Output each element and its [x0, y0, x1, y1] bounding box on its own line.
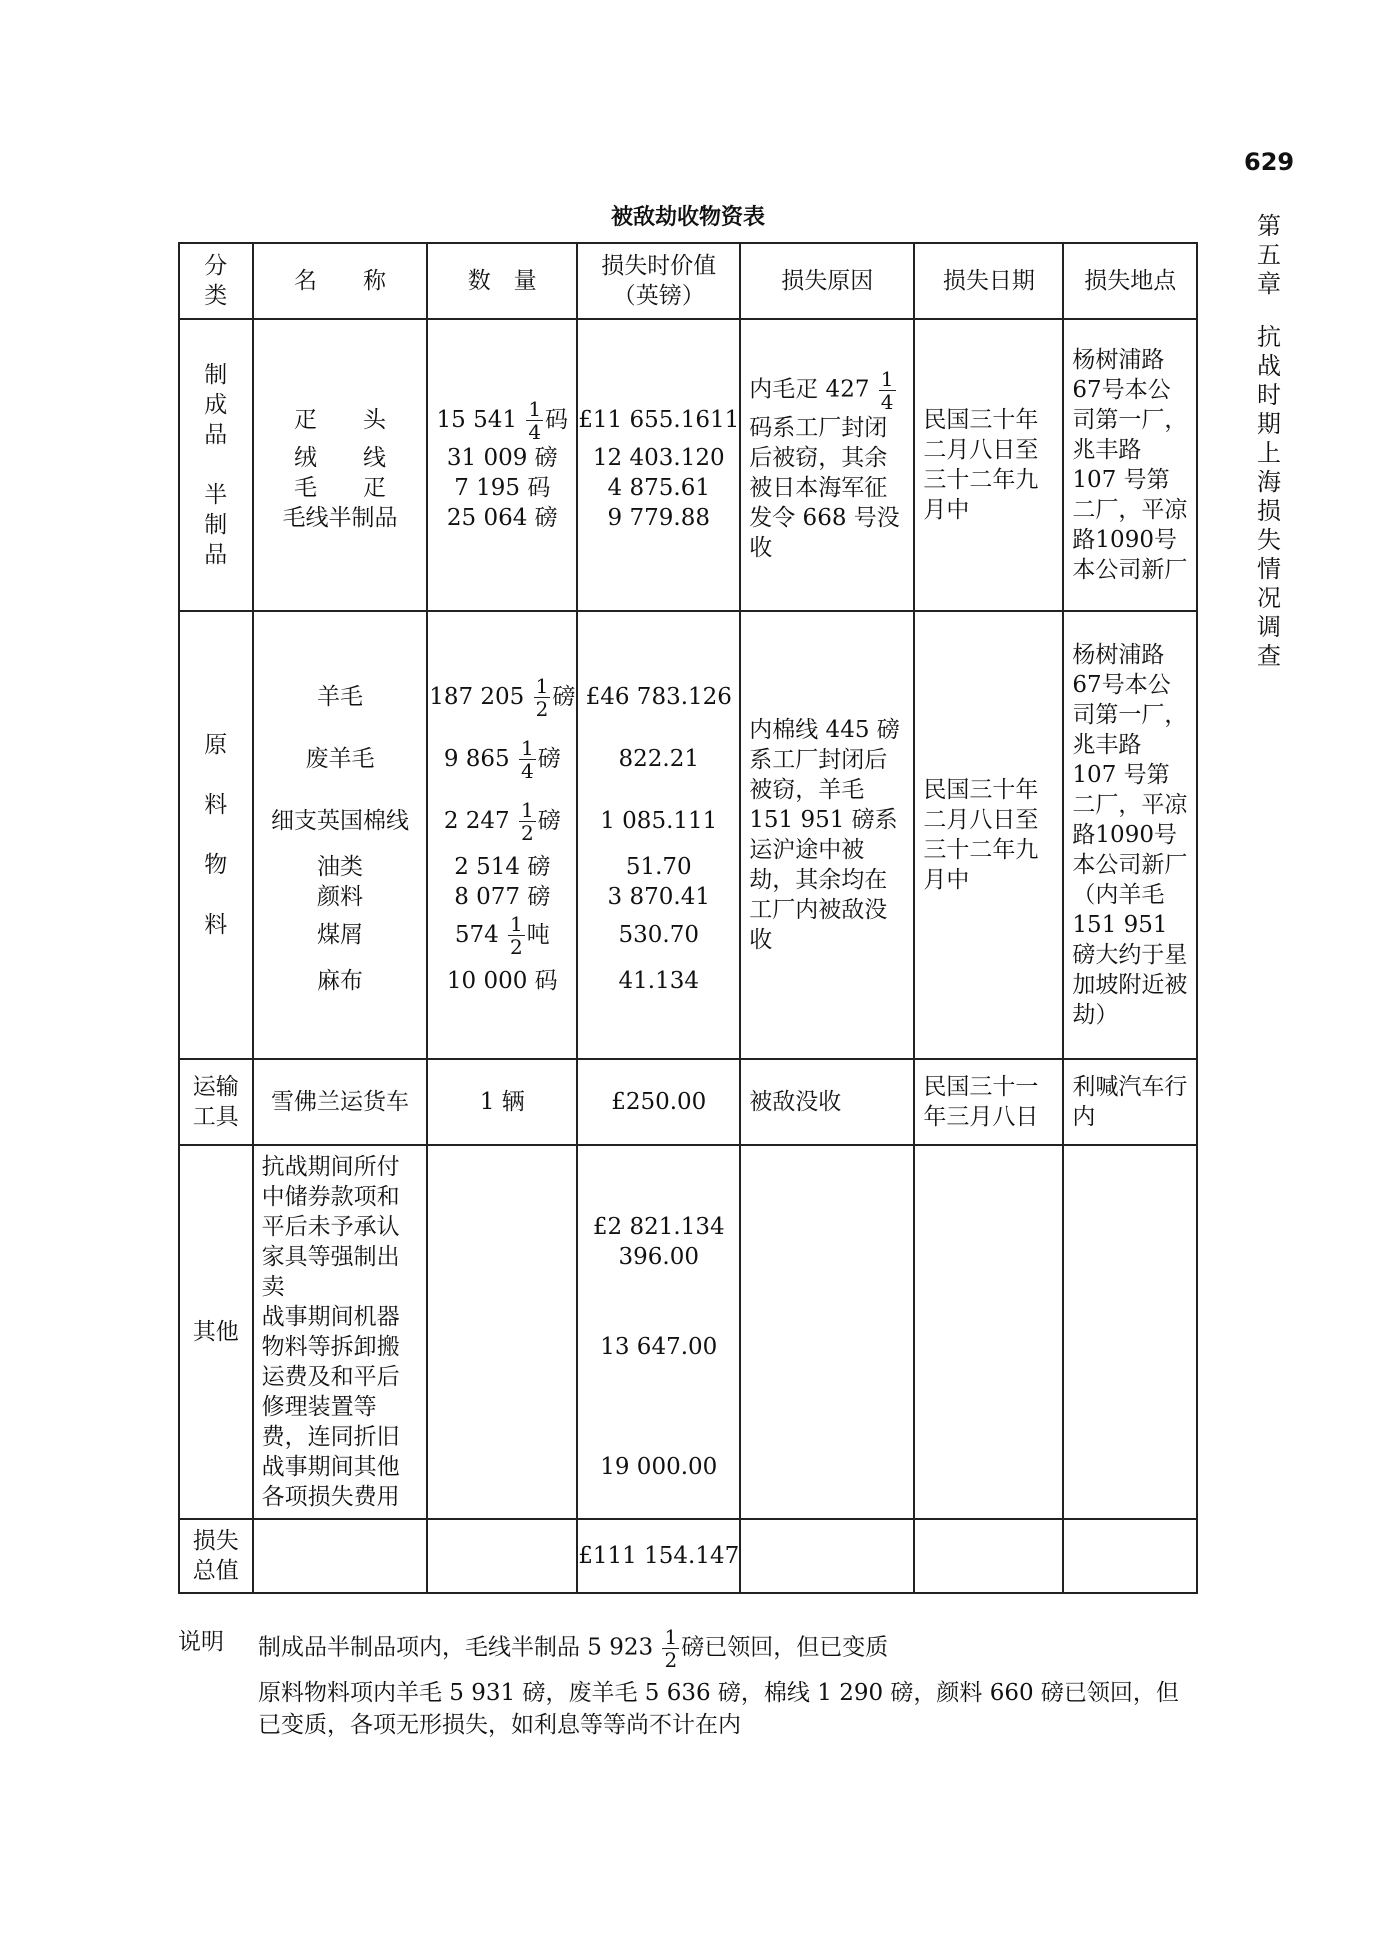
date-transport: 民国三十一年三月八日	[914, 1059, 1063, 1145]
header-date: 损失日期	[914, 243, 1063, 319]
row-finished	[179, 319, 1197, 611]
page-number: 629	[1244, 148, 1295, 176]
table-title: 被敌劫收物资表	[610, 205, 765, 230]
quantities-raw: 187 205 $\frac{1}{2}$ 磅 9 865 $\frac{1}{4}$ 磅 2 247 $\frac{1}{2}$ 磅 2 514 磅 8 077 磅 574 $\frac{1}{2}$ 吨 10 000 码	[427, 611, 577, 1059]
header-place: 损失地点	[1063, 243, 1197, 319]
side-title-char: 期	[1257, 410, 1281, 438]
row-transport	[179, 1059, 1197, 1145]
values-other: £2 821.134 396.00 13 647.00 19 000.00	[577, 1145, 740, 1519]
names-raw: 羊毛 废羊毛 细支英国棉线 油类 颜料 煤屑 麻布	[253, 611, 428, 1059]
row-total	[179, 1519, 1197, 1593]
side-title-char: 战	[1257, 352, 1281, 380]
date-other	[914, 1145, 1063, 1519]
quantity-other	[427, 1145, 577, 1519]
cause-transport: 被敌没收	[740, 1059, 914, 1145]
place-other	[1063, 1145, 1197, 1519]
category-total: 损失 总值	[179, 1519, 253, 1593]
side-chapter-char: 章	[1257, 270, 1281, 298]
place-transport: 利喊汽车行内	[1063, 1059, 1197, 1145]
header-row	[179, 243, 1197, 319]
names-other: 抗战期间所付中储券款项和平后未予承认 家具等强制出卖 战事期间机器物料等拆卸搬运费及和平后修理装置等费，连同折旧 战事期间其他各项损失费用	[253, 1145, 428, 1519]
side-title-char: 损	[1257, 497, 1281, 525]
side-chapter-char: 第	[1257, 212, 1281, 240]
category-other: 其他	[179, 1145, 253, 1519]
row-other	[179, 1145, 1197, 1519]
side-title-char: 情	[1257, 555, 1281, 583]
place-raw: 杨树浦路67号本公司第一厂，兆丰路 107 号第二厂，平凉路1090号本公司新厂（内羊毛151 951磅大约于星加坡附近被劫）	[1063, 611, 1197, 1059]
fraction: $\frac{1}{4}$	[880, 366, 894, 414]
name-total	[253, 1519, 428, 1593]
side-title-char: 况	[1257, 584, 1281, 612]
header-category: 分 类	[179, 243, 253, 319]
date-total	[914, 1519, 1063, 1593]
category-transport: 运输 工具	[179, 1059, 253, 1145]
place-total	[1063, 1519, 1197, 1593]
fraction: $\frac{1}{4}$	[528, 397, 542, 445]
side-title-char: 上	[1257, 439, 1281, 467]
side-title-char: 时	[1257, 381, 1281, 409]
fraction: $\frac{1}{2}$	[535, 674, 549, 722]
header-value: 损失时价值 （英镑）	[577, 243, 740, 319]
fraction: $\frac{1}{2}$	[521, 798, 534, 846]
row-raw	[179, 611, 1197, 1059]
side-title-char: 查	[1257, 642, 1281, 670]
side-title-char: 海	[1257, 468, 1281, 496]
fraction: $\frac{1}{2}$	[664, 1625, 678, 1672]
notes-label: 说明	[178, 1629, 224, 1655]
place-finished: 杨树浦路67号本公司第一厂，兆丰路 107 号第二厂，平凉路1090号本公司新厂	[1063, 319, 1197, 611]
header-quantity: 数 量	[427, 243, 577, 319]
side-title-char: 抗	[1257, 323, 1281, 351]
side-chapter-char: 五	[1257, 241, 1281, 269]
cause-other	[740, 1145, 914, 1519]
cause-finished: 内毛疋 427 $\frac{1}{4}$ 码系工厂封闭后被窃，其余被日本海军征发令 668 号没收	[740, 319, 914, 611]
side-heading	[1254, 212, 1284, 671]
loss-table	[178, 242, 1198, 1594]
side-title-char: 调	[1257, 613, 1281, 641]
names-finished: 疋 头 绒 线 毛 疋 毛线半制品	[253, 319, 428, 611]
fraction: $\frac{1}{2}$	[510, 912, 523, 960]
note-line-2: 原料物料项内羊毛 5 931 磅，废羊毛 5 636 磅，棉线 1 290 磅，颜料 660 磅已领回，但已变质，各项无形损失，如利息等等尚不计在内	[258, 1680, 1179, 1738]
value-transport: £250.00	[577, 1059, 740, 1145]
cause-raw: 内棉线 445 磅系工厂封闭后被窃，羊毛151 951 磅系运沪途中被劫，其余均在工厂内被敌没收	[740, 611, 914, 1059]
note-line-1: 制成品半制品项内，毛线半制品 5 923 $\frac{1}{2}$ 磅已领回，但已变质	[258, 1625, 889, 1672]
cause-total	[740, 1519, 914, 1593]
side-title-char: 失	[1257, 526, 1281, 554]
quantities-finished: 15 541 $\frac{1}{4}$ 码 31 009 磅 7 195 码 25 064 磅	[427, 319, 577, 611]
category-raw: 原 料 物 料	[179, 611, 253, 1059]
header-cause: 损失原因	[740, 243, 914, 319]
date-finished: 民国三十年二月八日至三十二年九月中	[914, 319, 1063, 611]
notes	[178, 1626, 1198, 1747]
values-finished: £11 655.1611 12 403.120 4 875.61 9 779.88	[577, 319, 740, 611]
notes-body	[258, 1626, 1198, 1741]
values-raw: £46 783.126 822.21 1 085.111 51.70 3 870.41 530.70 41.134	[577, 611, 740, 1059]
fraction: $\frac{1}{4}$	[521, 736, 534, 784]
header-name: 名 称	[253, 243, 428, 319]
category-finished: 制 成 品 半 制 品	[179, 319, 253, 611]
value-total: £111 154.147	[577, 1519, 740, 1593]
quantity-total	[427, 1519, 577, 1593]
name-transport: 雪佛兰运货车	[253, 1059, 428, 1145]
date-raw: 民国三十年二月八日至三十二年九月中	[914, 611, 1063, 1059]
quantity-transport: 1 辆	[427, 1059, 577, 1145]
